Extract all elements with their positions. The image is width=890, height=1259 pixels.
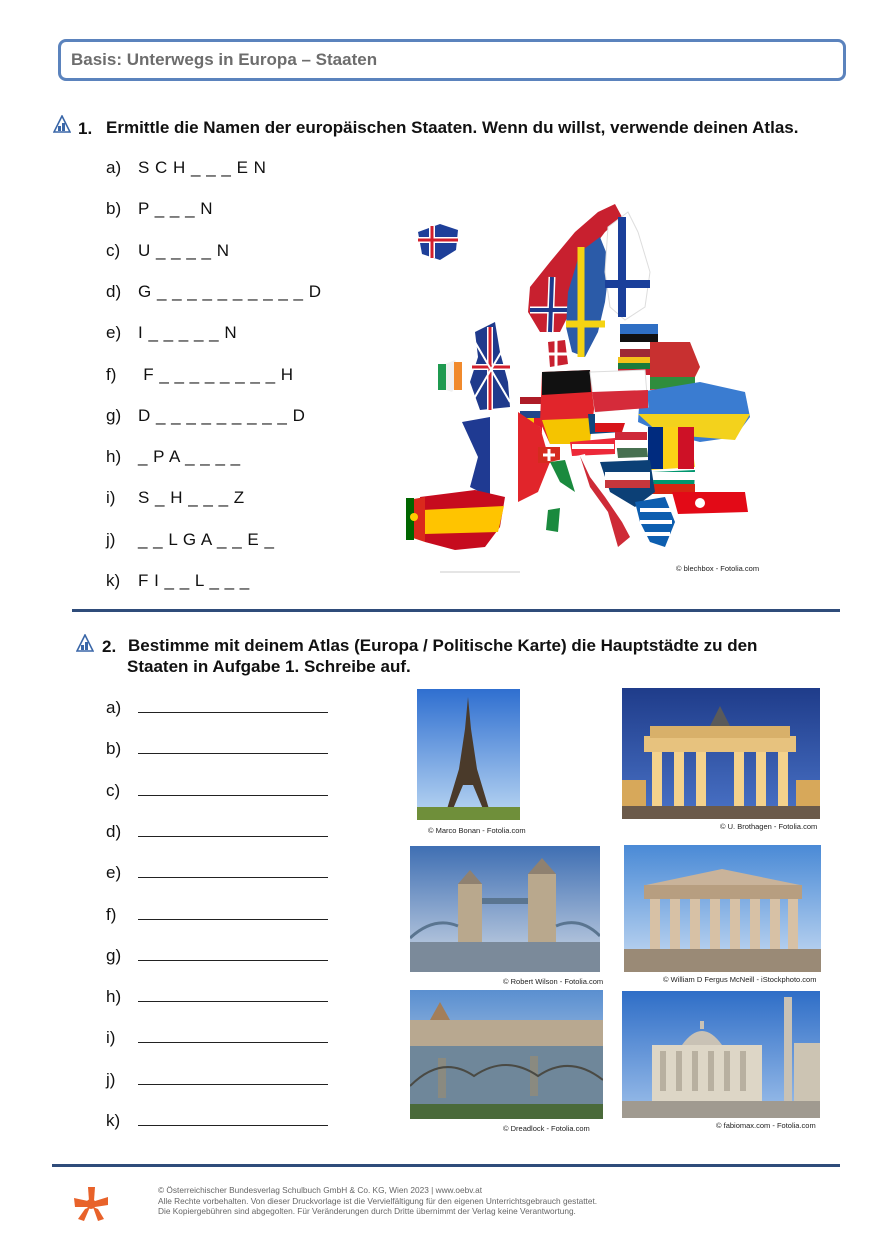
puzzle-item xyxy=(106,406,305,426)
item-label: h) xyxy=(106,447,122,467)
footer-line-1: © Österreichischer Bundesverlag Schulbuch GmbH & Co. KG, Wien 2023 | www.oebv.at xyxy=(158,1185,482,1195)
item-label: c) xyxy=(106,780,121,800)
answer-blank-line[interactable] xyxy=(138,781,328,796)
answer-row xyxy=(106,946,328,966)
answer-row xyxy=(106,905,328,925)
photo-st-peters-basilica xyxy=(622,991,820,1118)
puzzle-item xyxy=(106,488,245,508)
answer-blank-line[interactable] xyxy=(138,987,328,1002)
answer-row xyxy=(106,698,328,718)
photo-parthenon xyxy=(624,845,821,972)
item-label: j) xyxy=(106,1069,116,1089)
task2-instruction-line2: Staaten in Aufgabe 1. Schreibe auf. xyxy=(127,657,411,676)
puzzle-word: _ _ L G A _ _ E _ xyxy=(138,529,275,549)
task1-instruction: Ermittle die Namen der europäischen Staaten. Wenn du willst, verwende deinen Atlas. xyxy=(106,118,799,137)
item-label: f) xyxy=(106,904,117,924)
answer-row xyxy=(106,822,328,842)
puzzle-word: _ P A _ _ _ _ xyxy=(138,447,241,467)
photo-credit-6: © fabiomax.com - Fotolia.com xyxy=(716,1121,816,1130)
item-label: g) xyxy=(106,405,122,425)
item-label: j) xyxy=(106,529,116,549)
puzzle-item xyxy=(106,199,213,219)
answer-row xyxy=(106,987,328,1007)
puzzle-item xyxy=(106,241,230,261)
item-label: e) xyxy=(106,323,122,343)
puzzle-word: P _ _ _ N xyxy=(138,199,214,219)
answer-blank-line[interactable] xyxy=(138,946,328,961)
task2-instruction-line1: Bestimme mit deinem Atlas (Europa / Politische Karte) die Hauptstädte zu den xyxy=(128,636,758,655)
answer-blank-line[interactable] xyxy=(138,822,328,837)
item-label: a) xyxy=(106,698,122,717)
photo-brandenburg-gate xyxy=(622,688,820,819)
oebv-logo-icon xyxy=(72,1185,110,1223)
answer-row xyxy=(106,739,328,759)
task2-number: 2. xyxy=(102,637,117,656)
photo-credit-4: © William D Fergus McNeill - iStockphoto.com xyxy=(663,975,817,984)
puzzle-word: D _ _ _ _ _ _ _ _ _ D xyxy=(138,405,306,425)
item-label: c) xyxy=(106,240,121,260)
answer-row xyxy=(106,863,328,883)
answer-row xyxy=(106,1028,328,1048)
answer-blank-line[interactable] xyxy=(138,1028,328,1043)
item-label: i) xyxy=(106,488,116,508)
puzzle-item xyxy=(106,365,294,385)
footer-line-2: Alle Rechte vorbehalten. Von dieser Druckvorlage ist die Vervielfältigung für den eigenen Unterrichtsgebrauch gestattet. xyxy=(158,1195,598,1206)
answer-row xyxy=(106,1070,328,1090)
footer-copyright xyxy=(158,1185,597,1217)
puzzle-word: S _ H _ _ _ Z xyxy=(138,488,245,508)
answer-blank-line[interactable] xyxy=(138,1070,328,1085)
footer-divider xyxy=(52,1164,840,1167)
item-label: d) xyxy=(106,821,122,841)
task-level-icon xyxy=(76,634,94,652)
item-label: d) xyxy=(106,281,122,301)
europe-flag-map xyxy=(400,192,770,577)
item-label: k) xyxy=(106,1111,121,1130)
answer-blank-line[interactable] xyxy=(138,698,328,713)
answer-blank-line[interactable] xyxy=(138,905,328,920)
answer-blank-line[interactable] xyxy=(138,1111,328,1126)
puzzle-word: I _ _ _ _ _ N xyxy=(138,323,238,343)
photo-credit-5: © Dreadlock - Fotolia.com xyxy=(503,1124,590,1133)
item-label: i) xyxy=(106,1028,116,1048)
puzzle-item xyxy=(106,571,250,591)
puzzle-item xyxy=(106,323,237,343)
item-label: b) xyxy=(106,199,122,219)
photo-credit-3: © Robert Wilson - Fotolia.com xyxy=(503,977,604,986)
item-label: a) xyxy=(106,158,122,177)
puzzle-item xyxy=(106,282,322,302)
task1-number: 1. xyxy=(78,119,93,138)
item-label: g) xyxy=(106,945,122,965)
footer-line-3: Die Kopiergebühren sind abgegolten. Für Veränderungen durch Dritte übernimmt der Verlag keine Verantwortung. xyxy=(158,1206,576,1216)
puzzle-word: F _ _ _ _ _ _ _ _ H xyxy=(138,364,294,384)
photo-credit-2: © U. Brothagen - Fotolia.com xyxy=(720,822,818,831)
page-title: Basis: Unterwegs in Europa – Staaten xyxy=(71,50,378,69)
puzzle-word: G _ _ _ _ _ _ _ _ _ _ D xyxy=(138,281,322,301)
task-level-icon xyxy=(53,115,71,133)
puzzle-word: S C H _ _ _ E N xyxy=(138,158,267,177)
section-divider xyxy=(72,609,840,612)
answer-row xyxy=(106,1111,328,1131)
photo-tower-bridge xyxy=(410,846,600,972)
item-label: e) xyxy=(106,863,122,883)
photo-chain-bridge xyxy=(410,990,603,1119)
item-label: b) xyxy=(106,739,122,759)
photo-credit-1: © Marco Bonan - Fotolia.com xyxy=(428,826,526,835)
puzzle-word: F I _ _ L _ _ _ xyxy=(138,571,250,590)
photo-eiffel-tower xyxy=(417,689,520,820)
item-label: h) xyxy=(106,987,122,1007)
puzzle-word: U _ _ _ _ N xyxy=(138,240,230,260)
puzzle-item xyxy=(106,530,274,550)
item-label: f) xyxy=(106,364,117,384)
map-credit: © blechbox - Fotolia.com xyxy=(676,564,760,573)
header-box xyxy=(58,39,846,81)
puzzle-item xyxy=(106,158,266,178)
answer-blank-line[interactable] xyxy=(138,739,328,754)
answer-blank-line[interactable] xyxy=(138,863,328,878)
item-label: k) xyxy=(106,571,121,590)
answer-row xyxy=(106,781,328,801)
puzzle-item xyxy=(106,447,241,467)
